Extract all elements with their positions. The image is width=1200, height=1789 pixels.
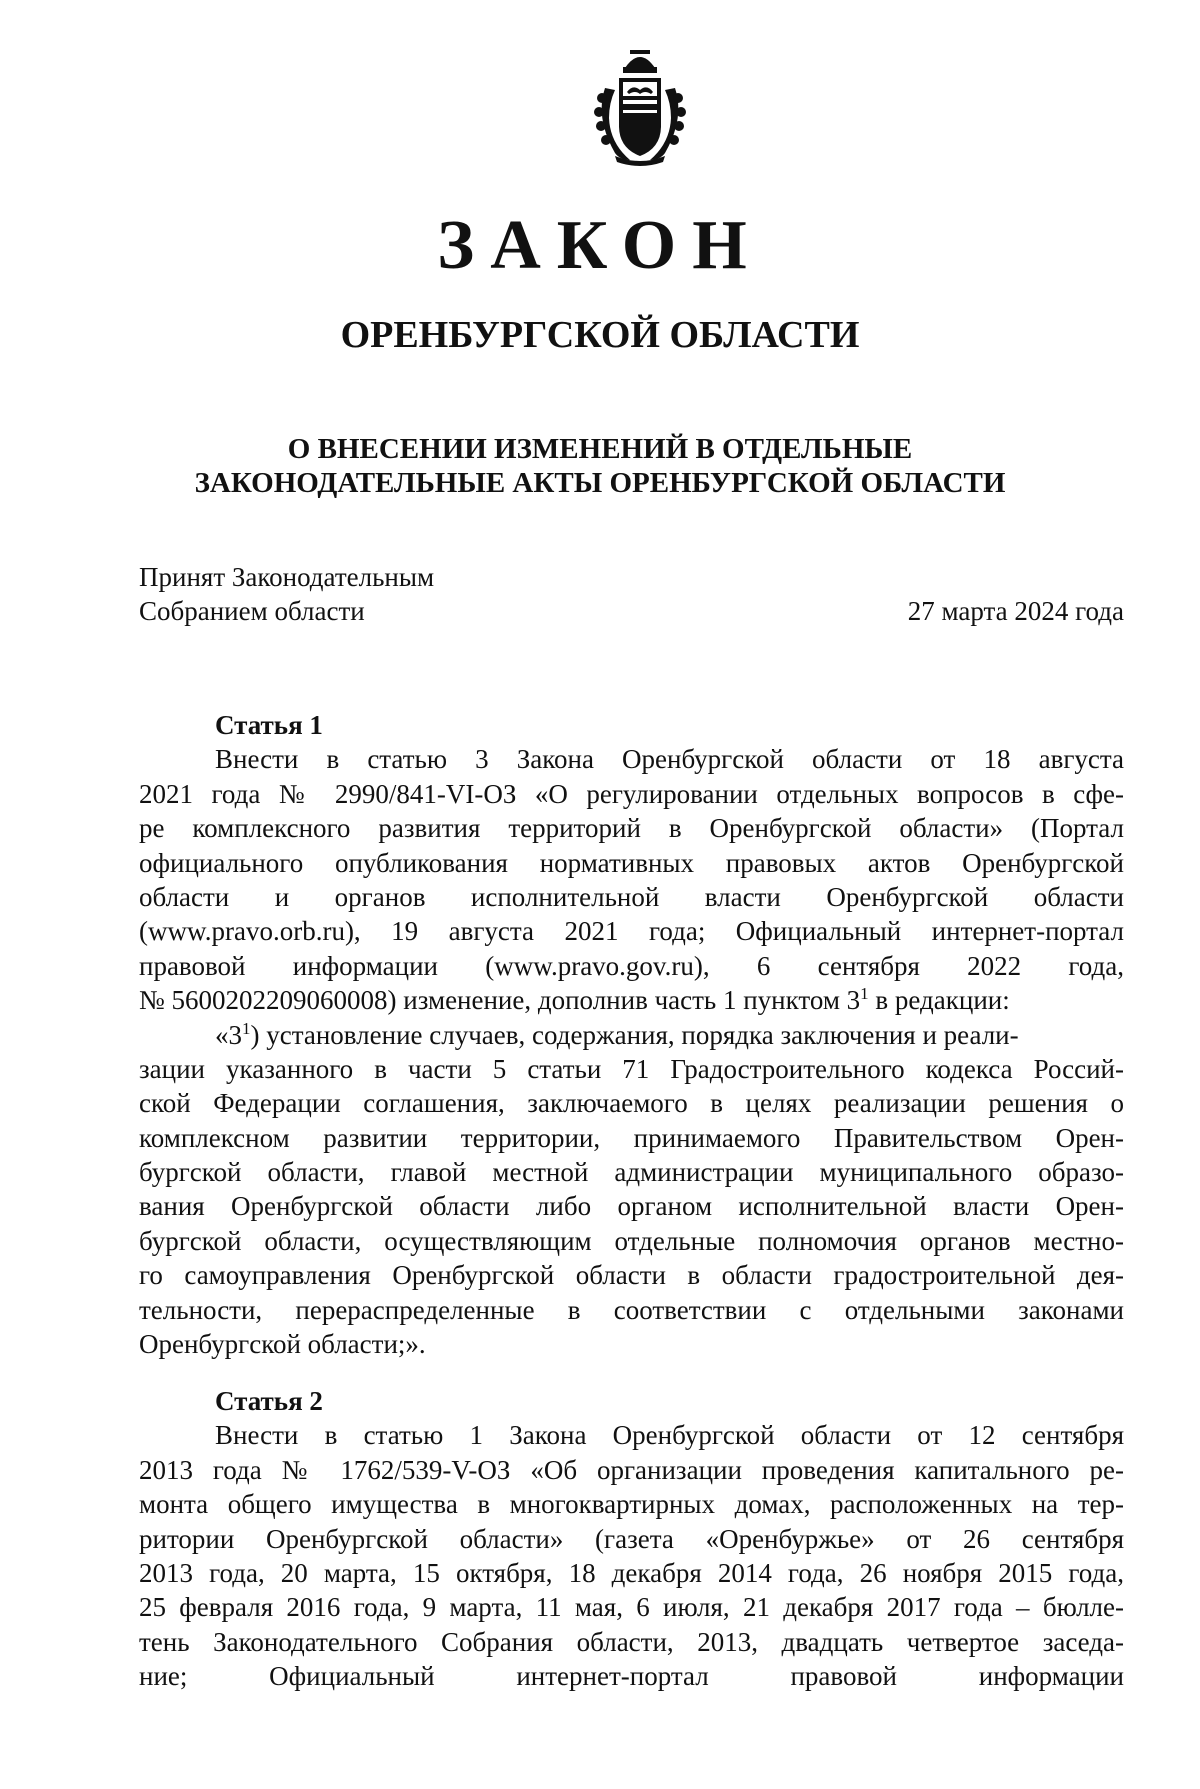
article-heading: Статья 2 <box>215 1386 323 1416</box>
text-line: зации указанного в части 5 статьи 71 Градостроительного кодекса Россий- <box>139 1053 1124 1084</box>
text-line: ритории Оренбургской области» (газета «Оренбуржье» от 26 сентября <box>139 1523 1124 1554</box>
adopted-by-line: Принят Законодательным <box>139 562 435 592</box>
text-line: 2013 года, 20 марта, 15 октября, 18 декабря 2014 года, 26 ноября 2015 года, <box>139 1557 1124 1588</box>
text-line <box>139 1018 1124 1052</box>
text-line: официального опубликования нормативных правовых актов Оренбургской <box>139 847 1124 878</box>
subject-line: ЗАКОНОДАТЕЛЬНЫЕ АКТЫ ОРЕНБУРГСКОЙ ОБЛАСТИ <box>194 467 1006 499</box>
text-line: ние; Официальный интернет-портал правовой информации <box>139 1661 1124 1692</box>
coat-of-arms-icon <box>585 48 695 166</box>
text-line: го самоуправления Оренбургской области в области градостроительной дея- <box>139 1260 1124 1291</box>
text-fragment: № 5600202209060008) изменение, дополнив часть 1 пунктом 3 <box>139 985 861 1016</box>
document-title: ЗАКОН <box>437 207 763 284</box>
text-line: тельности, перераспределенные в соответствии с отдельными законами <box>139 1294 1124 1325</box>
text-line: комплексном развитии территории, принимаемого Правительством Орен- <box>139 1122 1124 1153</box>
text-line: Оренбургской области;». <box>139 1329 426 1360</box>
text-line: области и органов исполнительной власти Оренбургской области <box>139 881 1124 912</box>
text-line <box>139 983 1124 1017</box>
text-line: ре комплексного развития территорий в Оренбургской области» (Портал <box>139 813 1124 844</box>
text-line: (www.pravo.orb.ru), 19 августа 2021 года; Официальный интернет-портал <box>139 916 1124 947</box>
text-line: Внести в статью 3 Закона Оренбургской области от 18 августа <box>215 744 1124 775</box>
text-line: бургской области, осуществляющим отдельные полномочия органов местно- <box>139 1225 1124 1256</box>
superscript: 1 <box>242 1018 251 1038</box>
article-2 <box>139 1384 1124 1694</box>
text-line: 25 февраля 2016 года, 9 марта, 11 мая, 6 июля, 21 декабря 2017 года – бюлле- <box>139 1592 1124 1623</box>
text-line: 2021 года № 2990/841-VI-ОЗ «О регулировании отдельных вопросов в сфе- <box>139 778 1124 809</box>
superscript: 1 <box>860 984 869 1004</box>
text-line: вания Оренбургской области либо органом исполнительной власти Орен- <box>139 1191 1124 1222</box>
text-line: ской Федерации соглашения, заключаемого в целях реализации решения о <box>139 1088 1124 1119</box>
text-fragment: в редакции: <box>868 985 1010 1016</box>
text-line: правовой информации (www.pravo.gov.ru), 6 сентября 2022 года, <box>139 950 1124 981</box>
text-line: бургской области, главой местной администрации муниципального образо- <box>139 1157 1124 1188</box>
article-heading: Статья 1 <box>215 710 323 740</box>
subject-line: О ВНЕСЕНИИ ИЗМЕНЕНИЙ В ОТДЕЛЬНЫЕ <box>287 433 913 465</box>
adopted-by-line: Собранием области <box>139 596 365 626</box>
text-fragment: «3 <box>215 1019 242 1050</box>
text-fragment: ) установление случаев, содержания, порядка заключения и реали- <box>250 1019 1019 1050</box>
text-line: монта общего имущества в многоквартирных домах, расположенных на тер- <box>139 1489 1124 1520</box>
text-line: тень Законодательного Собрания области, 2013, двадцать четвертое заседа- <box>139 1626 1124 1657</box>
document-region: ОРЕНБУРГСКОЙ ОБЛАСТИ <box>340 314 860 356</box>
adoption-block <box>139 560 1124 628</box>
text-line: 2013 года № 1762/539-V-ОЗ «Об организации проведения капитального ре- <box>139 1454 1124 1485</box>
document-subject <box>0 432 1200 500</box>
adoption-date: 27 марта 2024 года <box>907 596 1124 626</box>
article-1 <box>139 708 1124 1361</box>
text-line: Внести в статью 1 Закона Оренбургской области от 12 сентября <box>215 1420 1124 1451</box>
